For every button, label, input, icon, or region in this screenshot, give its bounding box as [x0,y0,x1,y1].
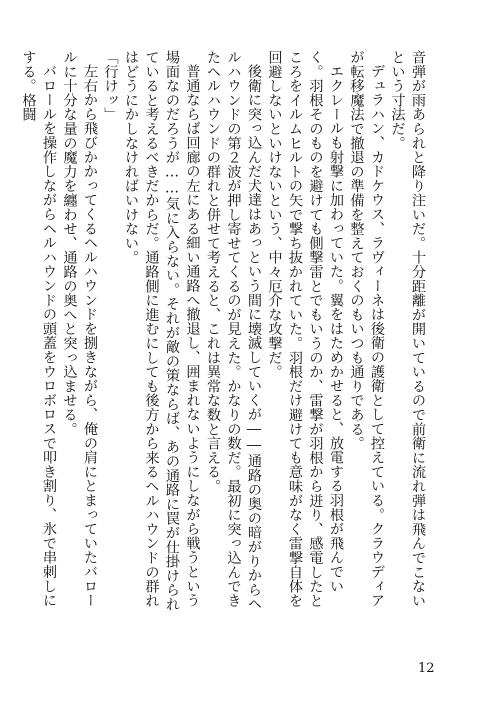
paragraph: バロールを操作しながらヘルハウンドの頭蓋をウロボロスで叩き割り、氷で串刺しにする。格闘 [20,50,57,608]
paragraph: 左右から飛びかかってくるヘルハウンドを捌きながら、俺の肩にとまっていたバロールに十分な量の魔力を纏わせ、通路の奥へと突っ込ませる。 [61,50,98,608]
paragraph: 音弾が雨あられと降り注いだ。十分距離が開いているので前衛に流れ弾は飛んでこないという寸法だ。 [389,50,426,608]
dialogue-line: 「行けッ」 [102,50,119,122]
body-text [20,50,428,620]
paragraph: デュラハン、カドケウス、ラヴィーネは後衛の護衛として控えている。クラウディアが転移魔法で撤退の準備を整えておくのもいつも通りである。 [348,50,385,608]
paragraph: 普通ならば回廊の左にある細い通路へ撤退し、囲まれないようにしながら戦うという場面なのだろうが……気に入らない。それが敵の策ならば、あの通路に罠が仕掛けられていると考えるべきだからだ。通路側に進むにしても後方から来るヘルハウンドの群れはどうにかしなければいけない。 [123,50,201,612]
page-number: 12 [418,661,435,676]
paragraph: 後衛に突っ込んだ犬達はあっという間に壊滅していくが――通路の奥の暗がりからヘルハウンドの第２波が押し寄せてくるのが見えた。かなりの数だ。最初に突っ込んできたヘルハウンドの群れと併せて考えると、これは異常な数と言える。 [205,50,262,612]
paragraph: エクレールも射撃に加わっていた。翼をはためかせると、放電する羽根が飛んでいく。羽根そのものを避けても側撃雷とでもいうのか、雷撃が羽根から迸り、感電したところをイルムヒルトの矢で撃ち抜かれていた。羽根だけ避けても意味がなく雷撃自体を回避しないといけないという、中々厄介な攻撃だ。 [266,50,344,608]
